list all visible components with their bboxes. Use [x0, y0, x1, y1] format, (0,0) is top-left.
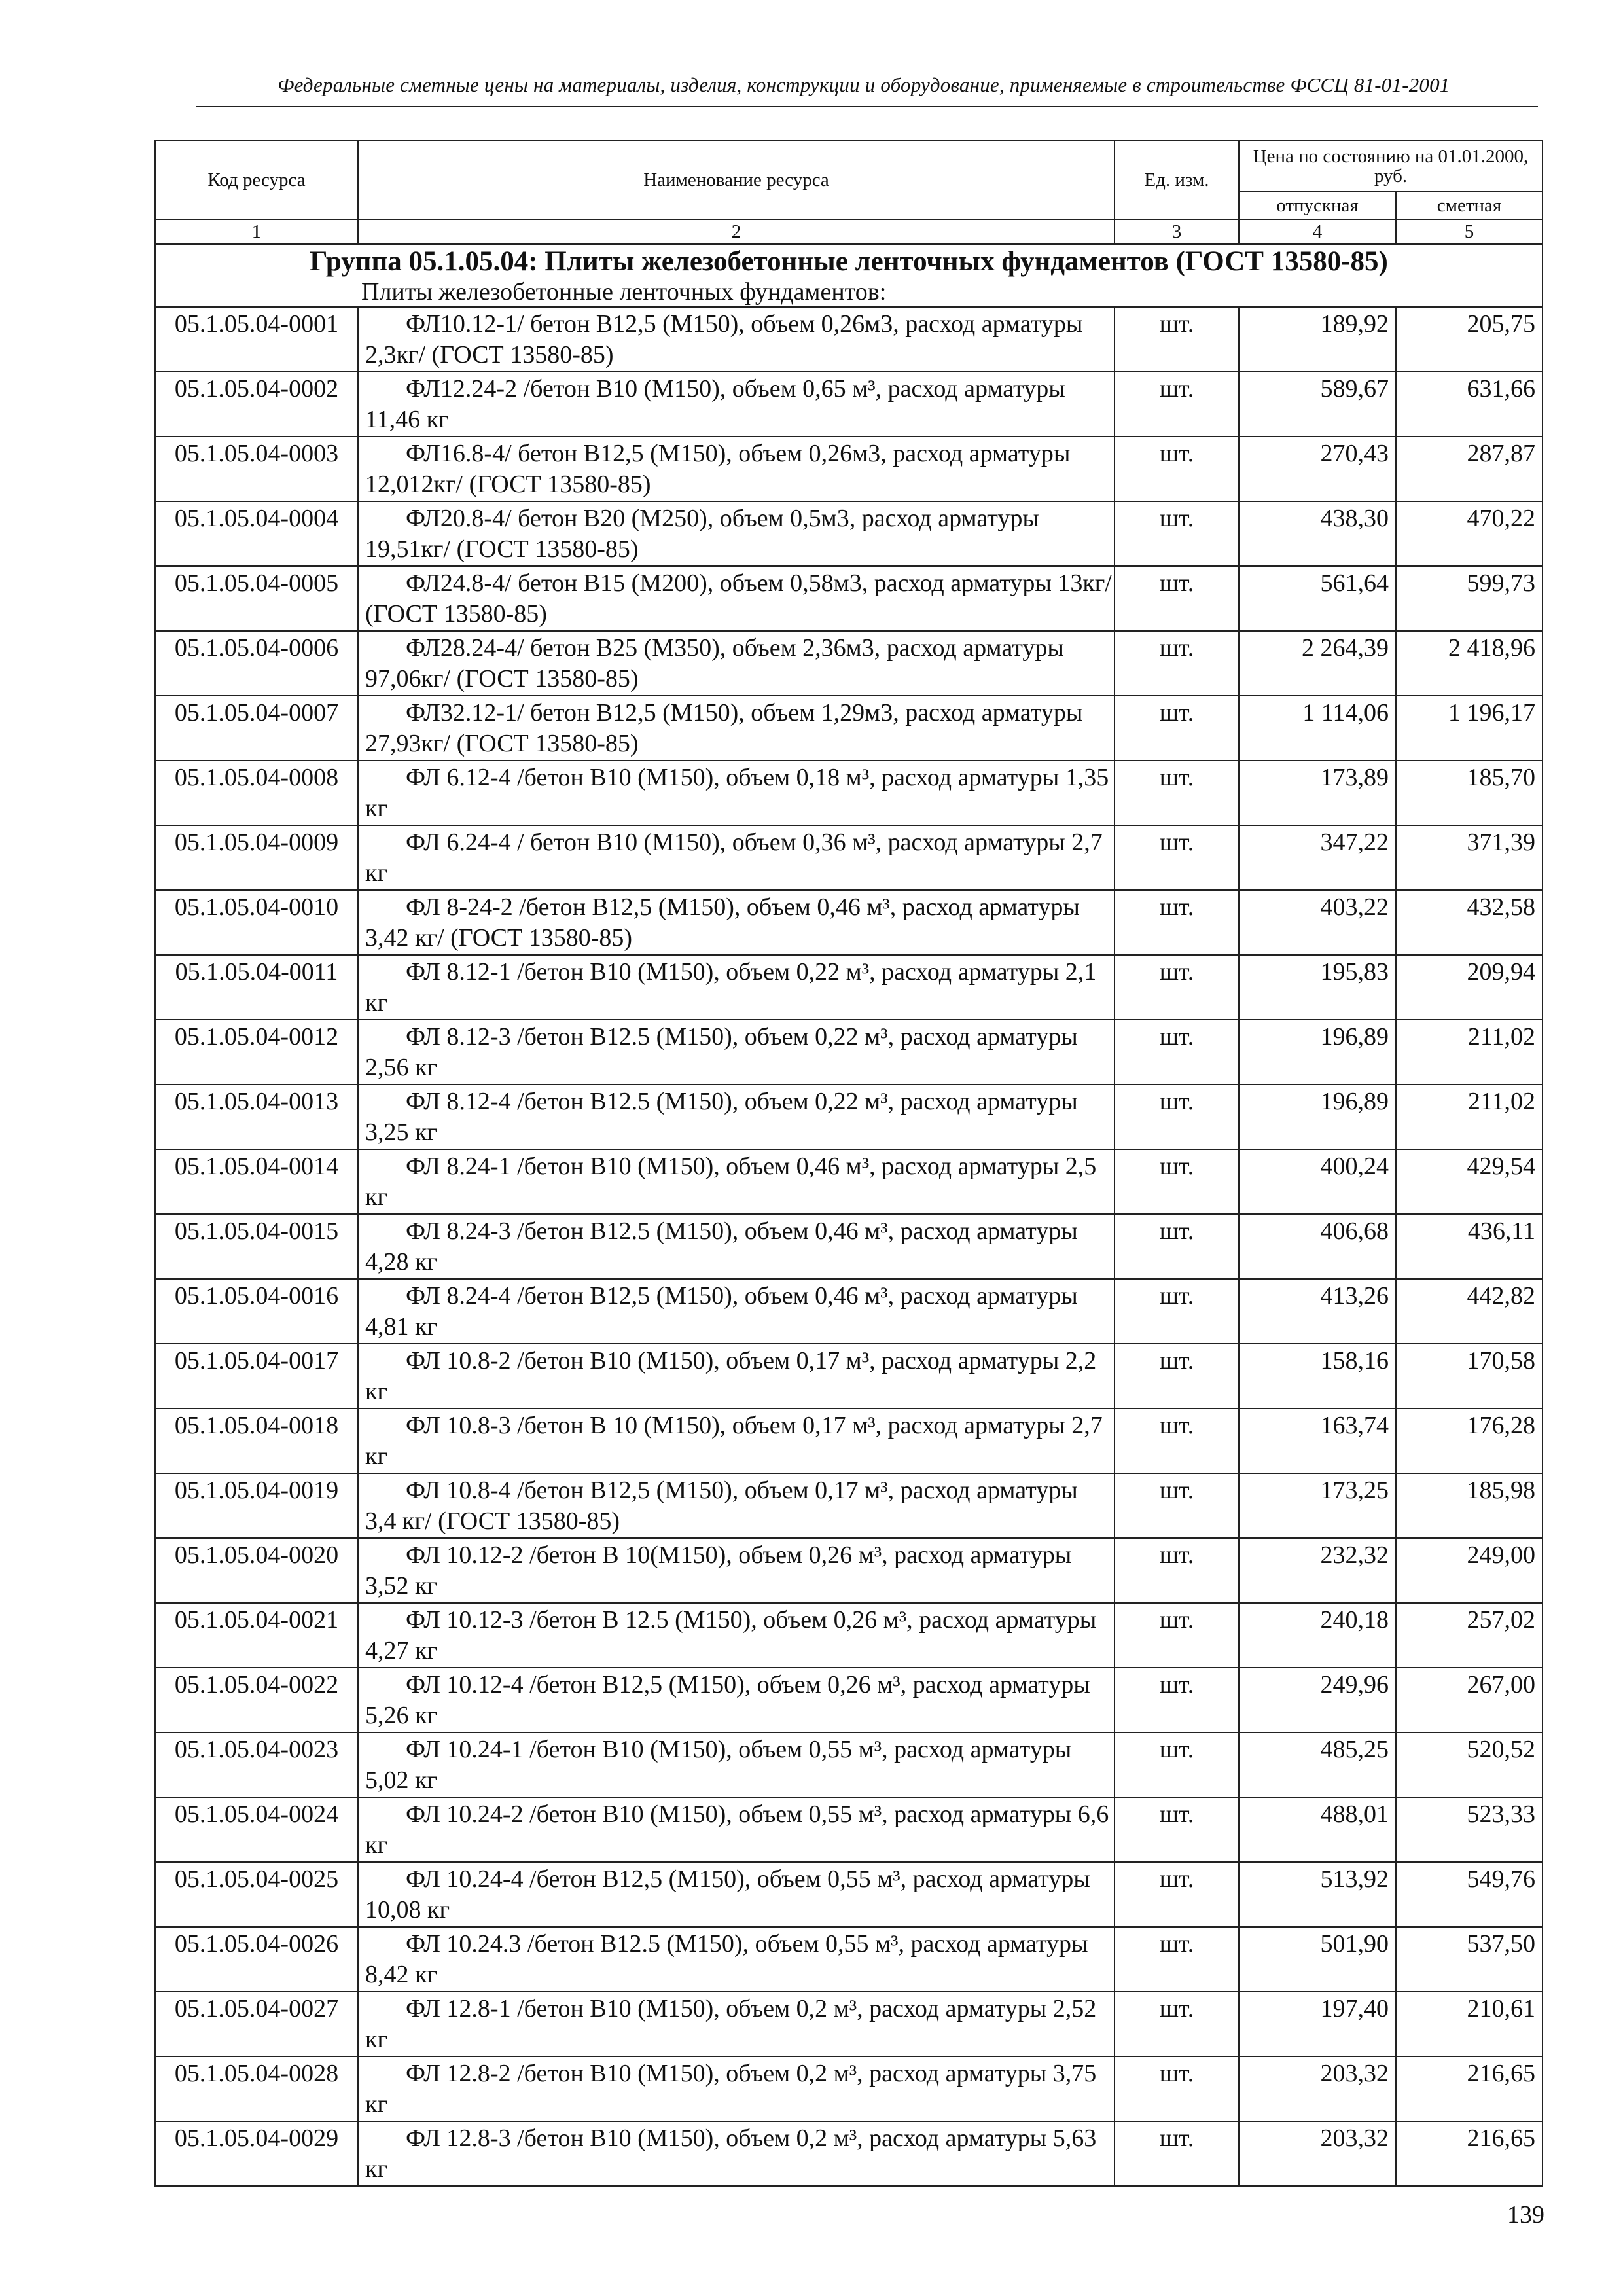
table-row — [155, 1473, 1543, 1538]
resource-code: 05.1.05.04-0017 — [155, 1344, 358, 1408]
release-price: 403,22 — [1239, 890, 1396, 955]
table-row — [155, 1732, 1543, 1797]
table-row — [155, 372, 1543, 437]
resource-name: ФЛ 10.12-4 /бетон В12,5 (М150), объем 0,26 м³, расход арматуры 5,26 кг — [358, 1668, 1115, 1732]
resource-code: 05.1.05.04-0004 — [155, 501, 358, 566]
estimate-price: 185,98 — [1396, 1473, 1543, 1538]
release-price: 163,74 — [1239, 1408, 1396, 1473]
release-price: 196,89 — [1239, 1020, 1396, 1085]
resource-name: ФЛ10.12-1/ бетон В12,5 (М150), объем 0,26м3, расход арматуры 2,3кг/ (ГОСТ 13580-85) — [358, 307, 1115, 372]
release-price: 197,40 — [1239, 1992, 1396, 2056]
resource-name: ФЛ 8.12-4 /бетон В12.5 (М150), объем 0,22 м³, расход арматуры 3,25 кг — [358, 1085, 1115, 1149]
resource-code: 05.1.05.04-0026 — [155, 1927, 358, 1992]
resource-name: ФЛ 12.8-2 /бетон В10 (М150), объем 0,2 м³, расход арматуры 3,75 кг — [358, 2056, 1115, 2121]
unit-cell: шт. — [1115, 372, 1239, 437]
header-code: Код ресурса — [155, 141, 358, 219]
unit-cell: шт. — [1115, 1797, 1239, 1862]
resource-name: ФЛ 6.24-4 / бетон В10 (М150), объем 0,36 м³, расход арматуры 2,7 кг — [358, 825, 1115, 890]
table-row — [155, 1668, 1543, 1732]
unit-cell: шт. — [1115, 1603, 1239, 1668]
price-table — [154, 140, 1543, 2187]
resource-code: 05.1.05.04-0016 — [155, 1279, 358, 1344]
unit-cell: шт. — [1115, 825, 1239, 890]
release-price: 438,30 — [1239, 501, 1396, 566]
resource-name: ФЛ 10.8-4 /бетон В12,5 (М150), объем 0,17 м³, расход арматуры 3,4 кг/ (ГОСТ 13580-85) — [358, 1473, 1115, 1538]
estimate-price: 436,11 — [1396, 1214, 1543, 1279]
table-row — [155, 501, 1543, 566]
unit-cell: шт. — [1115, 1344, 1239, 1408]
table-row — [155, 1603, 1543, 1668]
unit-cell: шт. — [1115, 1149, 1239, 1214]
release-price: 2 264,39 — [1239, 631, 1396, 696]
table-row — [155, 1927, 1543, 1992]
estimate-price: 211,02 — [1396, 1020, 1543, 1085]
unit-cell: шт. — [1115, 890, 1239, 955]
column-number: 4 — [1239, 219, 1396, 244]
unit-cell: шт. — [1115, 1214, 1239, 1279]
estimate-price: 209,94 — [1396, 955, 1543, 1020]
column-number: 5 — [1396, 219, 1543, 244]
resource-code: 05.1.05.04-0022 — [155, 1668, 358, 1732]
release-price: 589,67 — [1239, 372, 1396, 437]
header-release: отпускная — [1239, 192, 1396, 219]
header-price: Цена по состоянию на 01.01.2000, руб. — [1239, 141, 1543, 192]
estimate-price: 216,65 — [1396, 2056, 1543, 2121]
resource-name: ФЛ32.12-1/ бетон В12,5 (М150), объем 1,29м3, расход арматуры 27,93кг/ (ГОСТ 13580-85) — [358, 696, 1115, 761]
resource-code: 05.1.05.04-0001 — [155, 307, 358, 372]
resource-name: ФЛ 10.12-3 /бетон В 12.5 (М150), объем 0,26 м³, расход арматуры 4,27 кг — [358, 1603, 1115, 1668]
resource-name: ФЛ 10.24.3 /бетон В12.5 (М150), объем 0,55 м³, расход арматуры 8,42 кг — [358, 1927, 1115, 1992]
estimate-price: 210,61 — [1396, 1992, 1543, 2056]
resource-name: ФЛ 8.24-1 /бетон В10 (М150), объем 0,46 м³, расход арматуры 2,5 кг — [358, 1149, 1115, 1214]
unit-cell: шт. — [1115, 501, 1239, 566]
table-row — [155, 1020, 1543, 1085]
release-price: 196,89 — [1239, 1085, 1396, 1149]
resource-code: 05.1.05.04-0015 — [155, 1214, 358, 1279]
resource-code: 05.1.05.04-0027 — [155, 1992, 358, 2056]
resource-code: 05.1.05.04-0005 — [155, 566, 358, 631]
resource-name: ФЛ 10.8-3 /бетон В 10 (М150), объем 0,17 м³, расход арматуры 2,7 кг — [358, 1408, 1115, 1473]
resource-code: 05.1.05.04-0014 — [155, 1149, 358, 1214]
release-price: 501,90 — [1239, 1927, 1396, 1992]
release-price: 400,24 — [1239, 1149, 1396, 1214]
resource-name: ФЛ 10.24-4 /бетон В12,5 (М150), объем 0,55 м³, расход арматуры 10,08 кг — [358, 1862, 1115, 1927]
release-price: 347,22 — [1239, 825, 1396, 890]
table-row — [155, 825, 1543, 890]
estimate-price: 537,50 — [1396, 1927, 1543, 1992]
unit-cell: шт. — [1115, 1020, 1239, 1085]
resource-name: ФЛ 10.12-2 /бетон В 10(М150), объем 0,26 м³, расход арматуры 3,52 кг — [358, 1538, 1115, 1603]
estimate-price: 216,65 — [1396, 2121, 1543, 2186]
column-number: 1 — [155, 219, 358, 244]
resource-name: ФЛ16.8-4/ бетон В12,5 (М150), объем 0,26м3, расход арматуры 12,012кг/ (ГОСТ 13580-85) — [358, 437, 1115, 501]
release-price: 561,64 — [1239, 566, 1396, 631]
unit-cell: шт. — [1115, 955, 1239, 1020]
release-price: 203,32 — [1239, 2121, 1396, 2186]
table-row — [155, 1538, 1543, 1603]
estimate-price: 1 196,17 — [1396, 696, 1543, 761]
release-price: 203,32 — [1239, 2056, 1396, 2121]
table-row — [155, 1408, 1543, 1473]
unit-cell: шт. — [1115, 1279, 1239, 1344]
estimate-price: 205,75 — [1396, 307, 1543, 372]
unit-cell: шт. — [1115, 1668, 1239, 1732]
unit-cell: шт. — [1115, 631, 1239, 696]
table-row — [155, 437, 1543, 501]
unit-cell: шт. — [1115, 2056, 1239, 2121]
release-price: 488,01 — [1239, 1797, 1396, 1862]
resource-code: 05.1.05.04-0010 — [155, 890, 358, 955]
table-row — [155, 890, 1543, 955]
estimate-price: 211,02 — [1396, 1085, 1543, 1149]
unit-cell: шт. — [1115, 566, 1239, 631]
header-unit: Ед. изм. — [1115, 141, 1239, 219]
resource-name: ФЛ20.8-4/ бетон В20 (М250), объем 0,5м3, расход арматуры 19,51кг/ (ГОСТ 13580-85) — [358, 501, 1115, 566]
unit-cell: шт. — [1115, 307, 1239, 372]
table-row — [155, 1992, 1543, 2056]
resource-code: 05.1.05.04-0012 — [155, 1020, 358, 1085]
table-row — [155, 696, 1543, 761]
release-price: 240,18 — [1239, 1603, 1396, 1668]
resource-code: 05.1.05.04-0011 — [155, 955, 358, 1020]
subgroup-title: Плиты железобетонные ленточных фундаментов: — [155, 278, 1543, 307]
estimate-price: 176,28 — [1396, 1408, 1543, 1473]
resource-code: 05.1.05.04-0025 — [155, 1862, 358, 1927]
estimate-price: 549,76 — [1396, 1862, 1543, 1927]
table-row — [155, 2121, 1543, 2186]
resource-name: ФЛ 12.8-1 /бетон В10 (М150), объем 0,2 м³, расход арматуры 2,52 кг — [358, 1992, 1115, 2056]
resource-code: 05.1.05.04-0013 — [155, 1085, 358, 1149]
table-row — [155, 1214, 1543, 1279]
release-price: 249,96 — [1239, 1668, 1396, 1732]
table-row — [155, 631, 1543, 696]
release-price: 406,68 — [1239, 1214, 1396, 1279]
resource-name: ФЛ 8.12-1 /бетон В10 (М150), объем 0,22 м³, расход арматуры 2,1 кг — [358, 955, 1115, 1020]
release-price: 189,92 — [1239, 307, 1396, 372]
resource-code: 05.1.05.04-0020 — [155, 1538, 358, 1603]
unit-cell: шт. — [1115, 2121, 1239, 2186]
estimate-price: 520,52 — [1396, 1732, 1543, 1797]
unit-cell: шт. — [1115, 1408, 1239, 1473]
resource-name: ФЛ 10.8-2 /бетон В10 (М150), объем 0,17 м³, расход арматуры 2,2 кг — [358, 1344, 1115, 1408]
estimate-price: 371,39 — [1396, 825, 1543, 890]
release-price: 413,26 — [1239, 1279, 1396, 1344]
estimate-price: 170,58 — [1396, 1344, 1543, 1408]
table-row — [155, 2056, 1543, 2121]
resource-name: ФЛ 8.24-4 /бетон В12,5 (М150), объем 0,46 м³, расход арматуры 4,81 кг — [358, 1279, 1115, 1344]
estimate-price: 287,87 — [1396, 437, 1543, 501]
unit-cell: шт. — [1115, 1927, 1239, 1992]
header-estimate: сметная — [1396, 192, 1543, 219]
unit-cell: шт. — [1115, 1862, 1239, 1927]
estimate-price: 267,00 — [1396, 1668, 1543, 1732]
column-number: 2 — [358, 219, 1115, 244]
estimate-price: 470,22 — [1396, 501, 1543, 566]
resource-code: 05.1.05.04-0003 — [155, 437, 358, 501]
release-price: 232,32 — [1239, 1538, 1396, 1603]
resource-name: ФЛ 12.8-3 /бетон В10 (М150), объем 0,2 м³, расход арматуры 5,63 кг — [358, 2121, 1115, 2186]
unit-cell: шт. — [1115, 1538, 1239, 1603]
column-number: 3 — [1115, 219, 1239, 244]
resource-code: 05.1.05.04-0002 — [155, 372, 358, 437]
unit-cell: шт. — [1115, 1085, 1239, 1149]
header-rule — [196, 106, 1538, 107]
resource-name: ФЛ 8.12-3 /бетон В12.5 (М150), объем 0,22 м³, расход арматуры 2,56 кг — [358, 1020, 1115, 1085]
table-row — [155, 955, 1543, 1020]
table-row — [155, 1344, 1543, 1408]
resource-name: ФЛ12.24-2 /бетон В10 (М150), объем 0,65 м³, расход арматуры 11,46 кг — [358, 372, 1115, 437]
page-number: 139 — [1507, 2201, 1544, 2229]
header-name: Наименование ресурса — [358, 141, 1115, 219]
resource-code: 05.1.05.04-0006 — [155, 631, 358, 696]
resource-name: ФЛ 10.24-2 /бетон В10 (М150), объем 0,55 м³, расход арматуры 6,6 кг — [358, 1797, 1115, 1862]
estimate-price: 249,00 — [1396, 1538, 1543, 1603]
resource-code: 05.1.05.04-0028 — [155, 2056, 358, 2121]
unit-cell: шт. — [1115, 437, 1239, 501]
resource-code: 05.1.05.04-0009 — [155, 825, 358, 890]
estimate-price: 257,02 — [1396, 1603, 1543, 1668]
table-row — [155, 307, 1543, 372]
resource-code: 05.1.05.04-0023 — [155, 1732, 358, 1797]
unit-cell: шт. — [1115, 1473, 1239, 1538]
estimate-price: 429,54 — [1396, 1149, 1543, 1214]
estimate-price: 631,66 — [1396, 372, 1543, 437]
resource-name: ФЛ 8.24-3 /бетон В12.5 (М150), объем 0,46 м³, расход арматуры 4,28 кг — [358, 1214, 1115, 1279]
unit-cell: шт. — [1115, 1992, 1239, 2056]
release-price: 270,43 — [1239, 437, 1396, 501]
running-header: Федеральные сметные цены на материалы, изделия, конструкции и оборудование, применяемые в строительстве ФССЦ 81-01-2001 — [277, 73, 1450, 96]
group-title: Группа 05.1.05.04: Плиты железобетонные ленточных фундаментов (ГОСТ 13580-85) — [155, 244, 1543, 278]
release-price: 195,83 — [1239, 955, 1396, 1020]
estimate-price: 2 418,96 — [1396, 631, 1543, 696]
table-row — [155, 566, 1543, 631]
release-price: 158,16 — [1239, 1344, 1396, 1408]
resource-name: ФЛ 10.24-1 /бетон В10 (М150), объем 0,55 м³, расход арматуры 5,02 кг — [358, 1732, 1115, 1797]
estimate-price: 185,70 — [1396, 761, 1543, 825]
resource-code: 05.1.05.04-0021 — [155, 1603, 358, 1668]
resource-code: 05.1.05.04-0008 — [155, 761, 358, 825]
estimate-price: 442,82 — [1396, 1279, 1543, 1344]
table-row — [155, 1085, 1543, 1149]
table-row — [155, 1862, 1543, 1927]
table-row — [155, 761, 1543, 825]
estimate-price: 432,58 — [1396, 890, 1543, 955]
release-price: 173,89 — [1239, 761, 1396, 825]
table-row — [155, 1149, 1543, 1214]
resource-name: ФЛ28.24-4/ бетон В25 (М350), объем 2,36м3, расход арматуры 97,06кг/ (ГОСТ 13580-85) — [358, 631, 1115, 696]
release-price: 485,25 — [1239, 1732, 1396, 1797]
release-price: 513,92 — [1239, 1862, 1396, 1927]
resource-code: 05.1.05.04-0024 — [155, 1797, 358, 1862]
unit-cell: шт. — [1115, 1732, 1239, 1797]
resource-code: 05.1.05.04-0029 — [155, 2121, 358, 2186]
resource-name: ФЛ24.8-4/ бетон В15 (М200), объем 0,58м3, расход арматуры 13кг/ (ГОСТ 13580-85) — [358, 566, 1115, 631]
estimate-price: 599,73 — [1396, 566, 1543, 631]
table-row — [155, 1797, 1543, 1862]
resource-code: 05.1.05.04-0018 — [155, 1408, 358, 1473]
estimate-price: 523,33 — [1396, 1797, 1543, 1862]
unit-cell: шт. — [1115, 696, 1239, 761]
table-row — [155, 1279, 1543, 1344]
resource-code: 05.1.05.04-0007 — [155, 696, 358, 761]
resource-code: 05.1.05.04-0019 — [155, 1473, 358, 1538]
unit-cell: шт. — [1115, 761, 1239, 825]
resource-name: ФЛ 8-24-2 /бетон В12,5 (М150), объем 0,46 м³, расход арматуры 3,42 кг/ (ГОСТ 13580-85) — [358, 890, 1115, 955]
release-price: 173,25 — [1239, 1473, 1396, 1538]
release-price: 1 114,06 — [1239, 696, 1396, 761]
resource-name: ФЛ 6.12-4 /бетон В10 (М150), объем 0,18 м³, расход арматуры 1,35 кг — [358, 761, 1115, 825]
